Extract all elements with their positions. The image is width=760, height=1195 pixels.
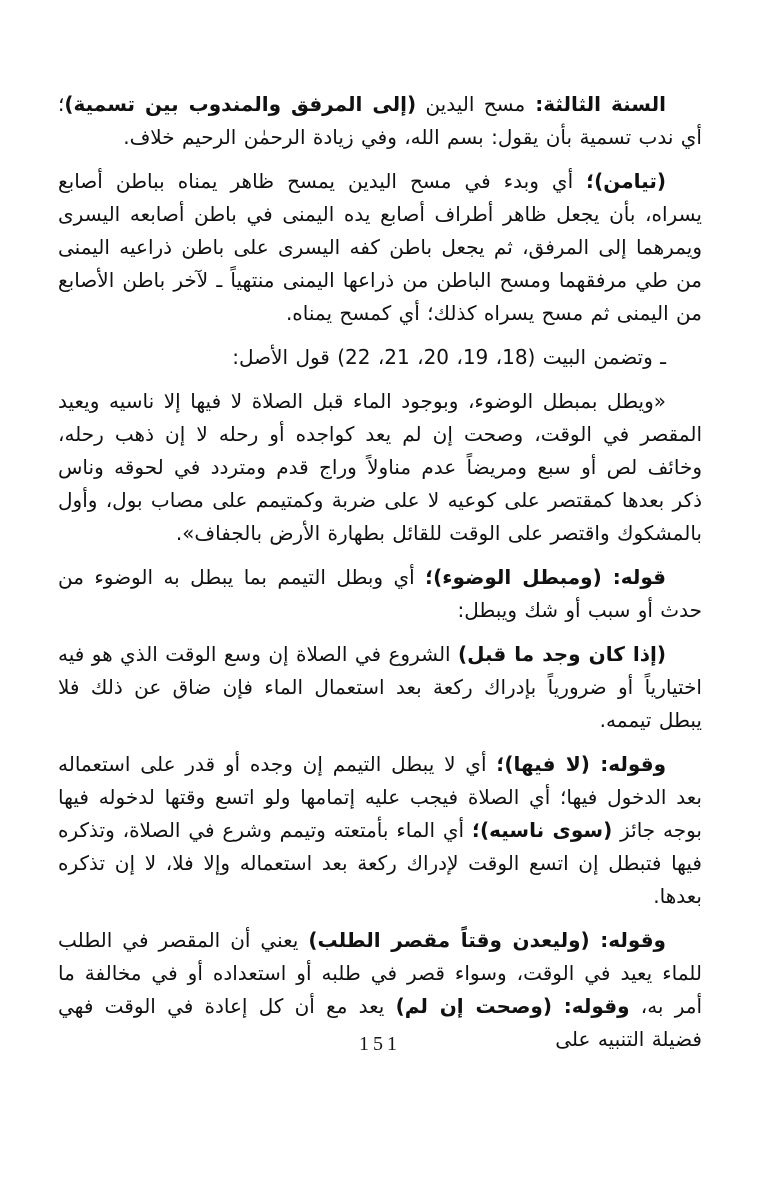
text-run: أي وبطل التيمم بما يبطل به الوضوء من حدث أو سبب أو شك ويبطل: — [58, 565, 702, 622]
paragraph-6 — [58, 638, 702, 737]
bold-run: وقوله: (وليعدن وقتاً مقصر الطلب) — [308, 928, 666, 952]
bold-run: (إلى المرفق والمندوب بين تسمية) — [64, 92, 417, 116]
paragraph-3 — [58, 341, 702, 374]
text-run: أي الماء بأمتعته وتيمم وشرع في الصلاة، وتذكره فيها فتبطل إن اتسع الوقت لإدراك ركعة بعد استعماله وإلا فلا، لا إن تذكره بعدها. — [58, 818, 702, 908]
bold-run: (سوى ناسيه)؛ — [471, 818, 613, 842]
paragraph-5 — [58, 561, 702, 627]
text-run: ؛ أي ندب تسمية بأن يقول: بسم الله، وفي زيادة الرحمٰن الرحيم خلاف. — [58, 92, 702, 149]
bold-run: السنة الثالثة: — [525, 92, 666, 116]
page-number: 151 — [359, 1033, 401, 1055]
bold-run: (إذا كان وجد ما قبل) — [458, 642, 666, 666]
text-run: يعد مع أن كل إعادة في الوقت فهي فضيلة التنبيه على — [58, 994, 702, 1051]
text-run: مسح اليدين — [416, 92, 526, 116]
text-run: «ويطل بمبطل الوضوء، وبوجود الماء قبل الصلاة لا فيها إلا ناسيه ويعيد المقصر في الوقت، وصحت إن لم يعد كواجده أو رحله لا إن ذهب رحله، وخائف لص أو سبع ومريضاً عدم مناولاً وراج قدم ومتردد في لحوقه وناس ذكر بعدها كمقتصر على كوعيه لا على ضربة وكمتيمم على مصاب بول، وأول بالمشكوك واقتصر على الوقت للقائل بطهارة الأرض بالجفاف». — [58, 389, 702, 545]
bold-run: وقوله: (وصحت إن لم) — [395, 994, 630, 1018]
text-run: الشروع في الصلاة إن وسع الوقت الذي هو فيه اختيارياً أو ضرورياً بإدراك ركعة بعد استعمال الماء فإن ضاق عن ذلك فلا يبطل تيممه. — [58, 642, 702, 732]
bold-run: وقوله: (لا فيها)؛ — [496, 752, 667, 776]
text-body — [58, 88, 702, 1067]
text-run: أي وبدء في مسح اليدين يمسح ظاهر يمناه بباطن أصابع يسراه، بأن يجعل ظاهر أطراف أصابع يده اليمنى في باطن أصابعه اليسرى ويمرهما إلى المرفق، ثم يجعل باطن كفه اليسرى على باطن ذراعيه اليمنى من طي مرفقهما ومسح الباطن من ذراعها اليمنى منتهياً ـ لآخر باطن الأصابع من اليمنى ثم مسح يسراه كذلك؛ أي كمسح يمناه. — [58, 169, 702, 325]
paragraph-7 — [58, 748, 702, 913]
paragraph-1 — [58, 88, 702, 154]
text-run: يعني أن المقصر في الطلب للماء يعيد في الوقت، وسواء قصر في طلبه أو استعداده أو في مخالفة ما أمر به، — [58, 928, 703, 1018]
text-run: أي لا يبطل التيمم إن وجده أو قدر على استعماله بعد الدخول فيها؛ أي الصلاة فيجب عليه إتمامها ولو اتسع وقتها لدخوله فيها بوجه جائز — [58, 752, 702, 842]
paragraph-2 — [58, 165, 702, 330]
text-run: ـ وتضمن البيت (18، 19، 20، 21، 22) قول الأصل: — [232, 345, 666, 369]
bold-run: (تيامن)؛ — [586, 169, 666, 193]
paragraph-4 — [58, 385, 702, 550]
bold-run: قوله: (ومبطل الوضوء)؛ — [425, 565, 666, 589]
